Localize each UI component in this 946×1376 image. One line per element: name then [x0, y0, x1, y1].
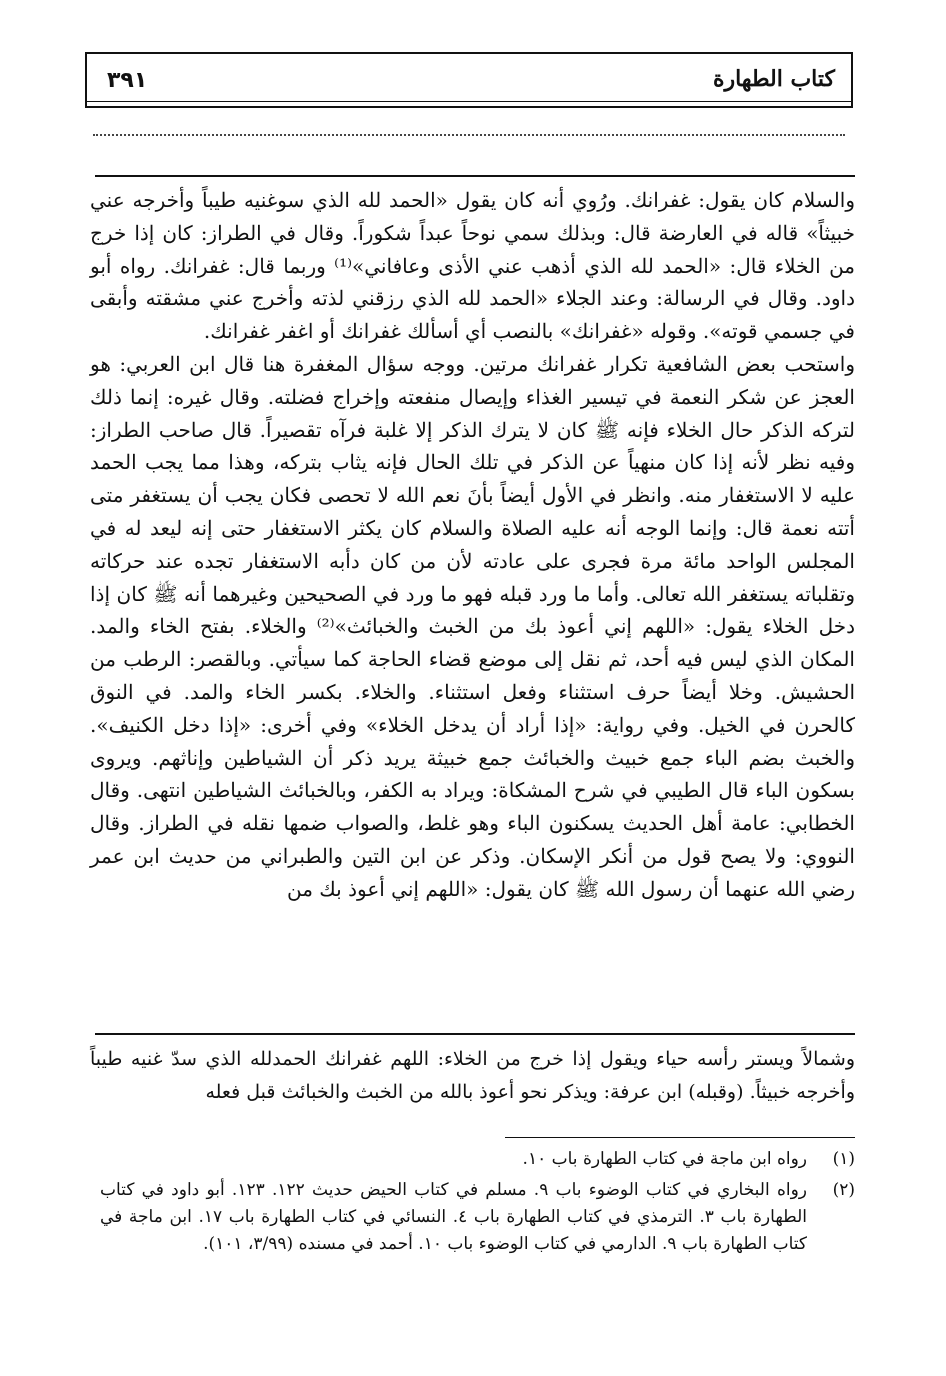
main-paragraph-1: والسلام كان يقول: غفرانك. ورُوي أنه كان يقول «الحمد لله الذي سوغنيه طيباً وأخرجه عني خبيثاً» قاله في العارضة قال: وبذلك سمي نوحاً عبداً شكوراً. وقال في الطراز: كان إذا خرج من الخلاء قال: «الحمد لله الذي أذهب عني الأذى وعافاني»⁽¹⁾ وربما قال: غفرانك. رواه أبو داود. وقال في الرسالة: وعند الجلاء «الحمد لله الذي رزقني لذته وأخرج عني مشقته وأبقى في جسمي قوته». وقوله «غفرانك» بالنصب أي أسألك غفرانك أو اغفر غفرانك. [90, 188, 855, 344]
footnote-item [100, 1146, 855, 1173]
page-number: ٣٩١ [107, 68, 148, 93]
footnote-number: (١) [832, 1149, 855, 1169]
commentary-separator [95, 1033, 855, 1035]
main-paragraph-2: واستحب بعض الشافعية تكرار غفرانك مرتين. ووجه سؤال المغفرة هنا قال ابن العربي: هو العجز عن شكر النعمة في تيسير الغذاء وإيصال منفعته وإخراج فضلته. وقال غيره: إنما ذلك لتركه الذكر حال الخلاء فإنه ﷺ كان لا يترك الذكر إلا غلبة فرآه تقصيراً. قال صاحب الطراز: وفيه نظر لأنه إذا كان منهياً عن الذكر في تلك الحال فإنه يثاب بتركه، وهذا مما يجب الحمد عليه لا الاستغفار منه. وانظر في الأول أيضاً بأنَ نعم الله لا تحصى فكان يجب أن يستغفر متى أتته نعمة قال: وإنما الوجه أنه عليه الصلاة والسلام كان يكثر الاستغفار حتى إنه ليعد له في المجلس الواحد مائة مرة فجرى على عادته لأن من كان دأبه الاستغفار تجده عند حركاته وتقلباته يستغفر الله تعالى. وأما ما ورد قبله فهو ما ورد في الصحيحين وغيرهما أنه ﷺ كان إذا دخل الخلاء يقول: «اللهم إني أعوذ بك من الخبث والخبائث»⁽²⁾ والخلاء. بفتح الخاء والمد. المكان الذي ليس فيه أحد، ثم نقل إلى موضع قضاء الحاجة كما سيأتي. وبالقصر: الرطب من الحشيش. وخلا أيضاً حرف استثناء وفعل استثناء. والخلاء. بكسر الخاء والمد. في النوق كالحرن في الخيل. وفي رواية: «إذا أراد أن يدخل الخلاء» وفي أخرى: «إذا دخل الكنيف». والخبث بضم الباء جمع خبيث والخبائث جمع خبيثة يريد ذكر أن الشياطين وإناثهم. ويروى بسكون الباء قال الطيبي في شرح المشكاة: ويراد به الكفر، وبالخبائث الشياطين انتهى. وقال الخطابي: عامة أهل الحديث يسكنون الباء وهو غلط، والصواب ضمها نقله في الطراز. وقال النووي: ولا يصح قول من أنكر الإسكان. وذكر عن ابن التين والطبراني من حديث ابن عمر رضي الله عنهما أن رسول الله ﷺ كان يقول: «اللهم إني أعوذ بك من [90, 351, 856, 901]
footnote-text: رواه البخاري في كتاب الوضوء باب ٩. مسلم في كتاب الحيض حديث ١٢٢. ١٢٣. أبو داود في كتاب الطهارة باب ٣. الترمذي في كتاب الطهارة باب ٤. النسائي في كتاب الطهارة باب ١٧. ابن ماجة في كتاب الطهارة باب ٩. الدارمي في كتاب الوضوء باب ١٠. أحمد في مسنده (٣/٩٩، ١٠١). [100, 1180, 808, 1254]
footnote-separator [505, 1137, 855, 1138]
footnotes [100, 1146, 855, 1262]
commentary-text [90, 1043, 855, 1109]
footnote-number: (٢) [832, 1180, 855, 1200]
footnote-item [100, 1177, 855, 1258]
chapter-title: كتاب الطهارة [712, 66, 835, 92]
footnote-text: رواه ابن ماجة في كتاب الطهارة باب ١٠. [522, 1149, 807, 1169]
commentary-paragraph: وشمالاً ويستر رأسه حياء ويقول إذا خرج من الخلاء: اللهم غفرانك الحمدلله الذي سدّ غنيه طيباً وأخرجه خبيثاً. (وقبله) ابن عرفة: ويذكر نحو أعوذ بالله من الخبث والخبائث قبل فعله [90, 1048, 855, 1103]
main-text [90, 184, 855, 906]
page-header [85, 52, 853, 108]
header-inner-rule [87, 101, 851, 102]
top-rule [95, 175, 855, 177]
dotted-divider [93, 134, 845, 136]
